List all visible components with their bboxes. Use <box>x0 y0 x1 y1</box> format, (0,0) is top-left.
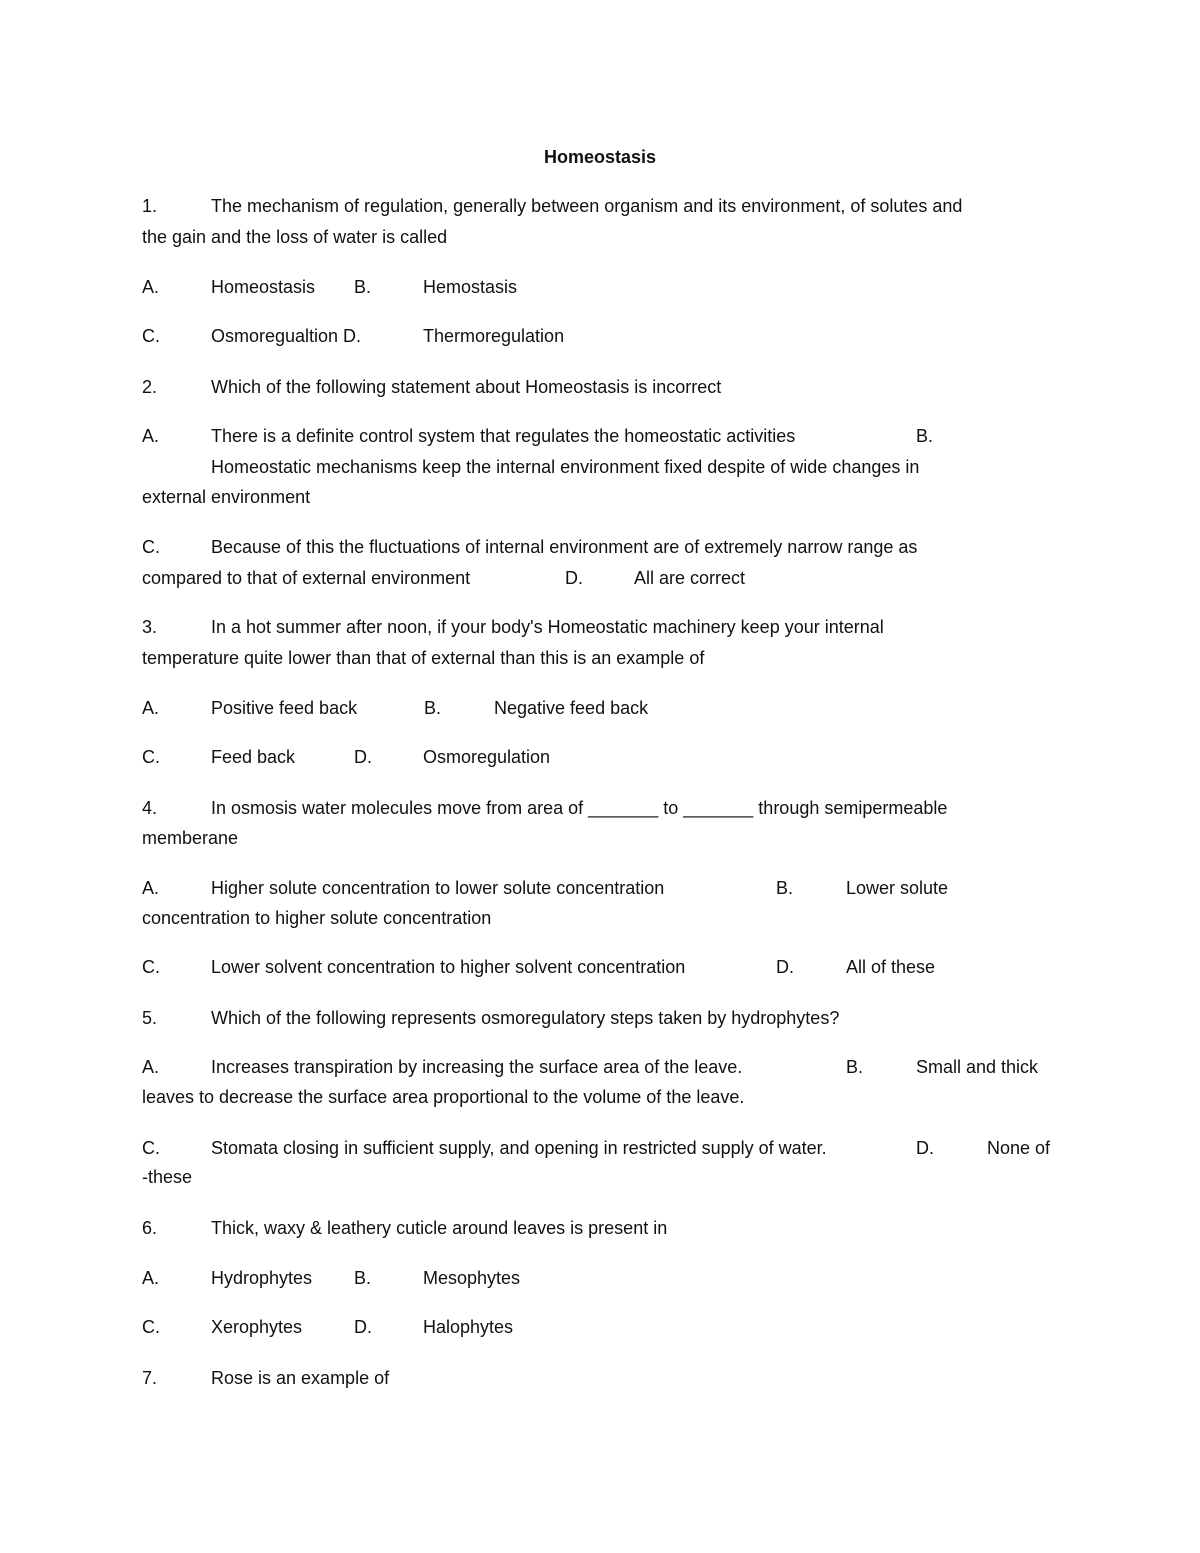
page-title: Homeostasis <box>543 147 657 167</box>
question-text: In a hot summer after noon, if your body's Homeostatic machinery keep your internal <box>211 617 884 637</box>
question-text: memberane <box>142 828 239 848</box>
question-number: 6. <box>142 1218 158 1238</box>
option-text: Halophytes <box>423 1317 514 1337</box>
option-label: C. <box>142 957 160 977</box>
option-text: Hydrophytes <box>211 1268 313 1288</box>
option-label: D. <box>343 326 361 346</box>
option-label: A. <box>142 1268 160 1288</box>
option-label: A. <box>142 277 160 297</box>
option-text: Osmoregualtion <box>211 326 339 346</box>
option-label: B. <box>846 1057 864 1077</box>
question-text: In osmosis water molecules move from area of _______ to _______ through semipermeable <box>211 798 948 818</box>
option-text: Osmoregulation <box>423 747 551 767</box>
option-label: C. <box>142 1138 160 1158</box>
question-number: 5. <box>142 1008 158 1028</box>
option-text: Stomata closing in sufficient supply, and opening in restricted supply of water. <box>211 1138 827 1158</box>
option-label: B. <box>354 1268 372 1288</box>
option-label: C. <box>142 747 160 767</box>
option-label: A. <box>142 426 160 446</box>
option-label: D. <box>565 568 583 588</box>
option-text: Lower solvent concentration to higher solvent concentration <box>211 957 686 977</box>
question-text: Which of the following statement about Homeostasis is incorrect <box>211 377 722 397</box>
option-text: Homeostatic mechanisms keep the internal environment fixed despite of wide changes in <box>211 457 920 477</box>
option-label: C. <box>142 326 160 346</box>
option-label: A. <box>142 878 160 898</box>
option-text: Xerophytes <box>211 1317 303 1337</box>
option-text: Thermoregulation <box>423 326 565 346</box>
option-text: Feed back <box>211 747 296 767</box>
question-number: 7. <box>142 1368 158 1388</box>
option-label: B. <box>424 698 442 718</box>
option-text: Mesophytes <box>423 1268 521 1288</box>
question-text: temperature quite lower than that of external than this is an example of <box>142 648 705 668</box>
option-text: Negative feed back <box>494 698 649 718</box>
option-text: There is a definite control system that regulates the homeostatic activities <box>211 426 796 446</box>
option-text: Because of this the fluctuations of internal environment are of extremely narrow range as <box>211 537 918 557</box>
question-text: Which of the following represents osmoregulatory steps taken by hydrophytes? <box>211 1008 840 1028</box>
option-text: -these <box>142 1167 193 1187</box>
option-text: None of <box>987 1138 1051 1158</box>
option-text: compared to that of external environment <box>142 568 471 588</box>
option-text: All of these <box>846 957 936 977</box>
option-label: B. <box>354 277 372 297</box>
option-text: Small and thick <box>916 1057 1039 1077</box>
option-label: A. <box>142 698 160 718</box>
option-text: Positive feed back <box>211 698 358 718</box>
question-text: the gain and the loss of water is called <box>142 227 448 247</box>
question-text: Thick, waxy & leathery cuticle around leaves is present in <box>211 1218 668 1238</box>
question-number: 4. <box>142 798 158 818</box>
option-label: B. <box>916 426 934 446</box>
option-text: Lower solute <box>846 878 949 898</box>
option-text: Higher solute concentration to lower solute concentration <box>211 878 665 898</box>
question-number: 1. <box>142 196 158 216</box>
option-label: B. <box>776 878 794 898</box>
option-text: Homeostasis <box>211 277 316 297</box>
option-label: A. <box>142 1057 160 1077</box>
option-text: All are correct <box>634 568 746 588</box>
option-text: Increases transpiration by increasing the surface area of the leave. <box>211 1057 743 1077</box>
question-text: The mechanism of regulation, generally between organism and its environment, of solutes and <box>211 196 963 216</box>
question-number: 2. <box>142 377 158 397</box>
option-label: D. <box>776 957 794 977</box>
option-text: external environment <box>142 487 311 507</box>
option-label: D. <box>916 1138 934 1158</box>
question-number: 3. <box>142 617 158 637</box>
option-label: C. <box>142 537 160 557</box>
option-text: concentration to higher solute concentration <box>142 908 492 928</box>
option-label: D. <box>354 747 372 767</box>
option-label: C. <box>142 1317 160 1337</box>
option-text: leaves to decrease the surface area proportional to the volume of the leave. <box>142 1087 745 1107</box>
question-text: Rose is an example of <box>211 1368 390 1388</box>
option-label: D. <box>354 1317 372 1337</box>
option-text: Hemostasis <box>423 277 518 297</box>
